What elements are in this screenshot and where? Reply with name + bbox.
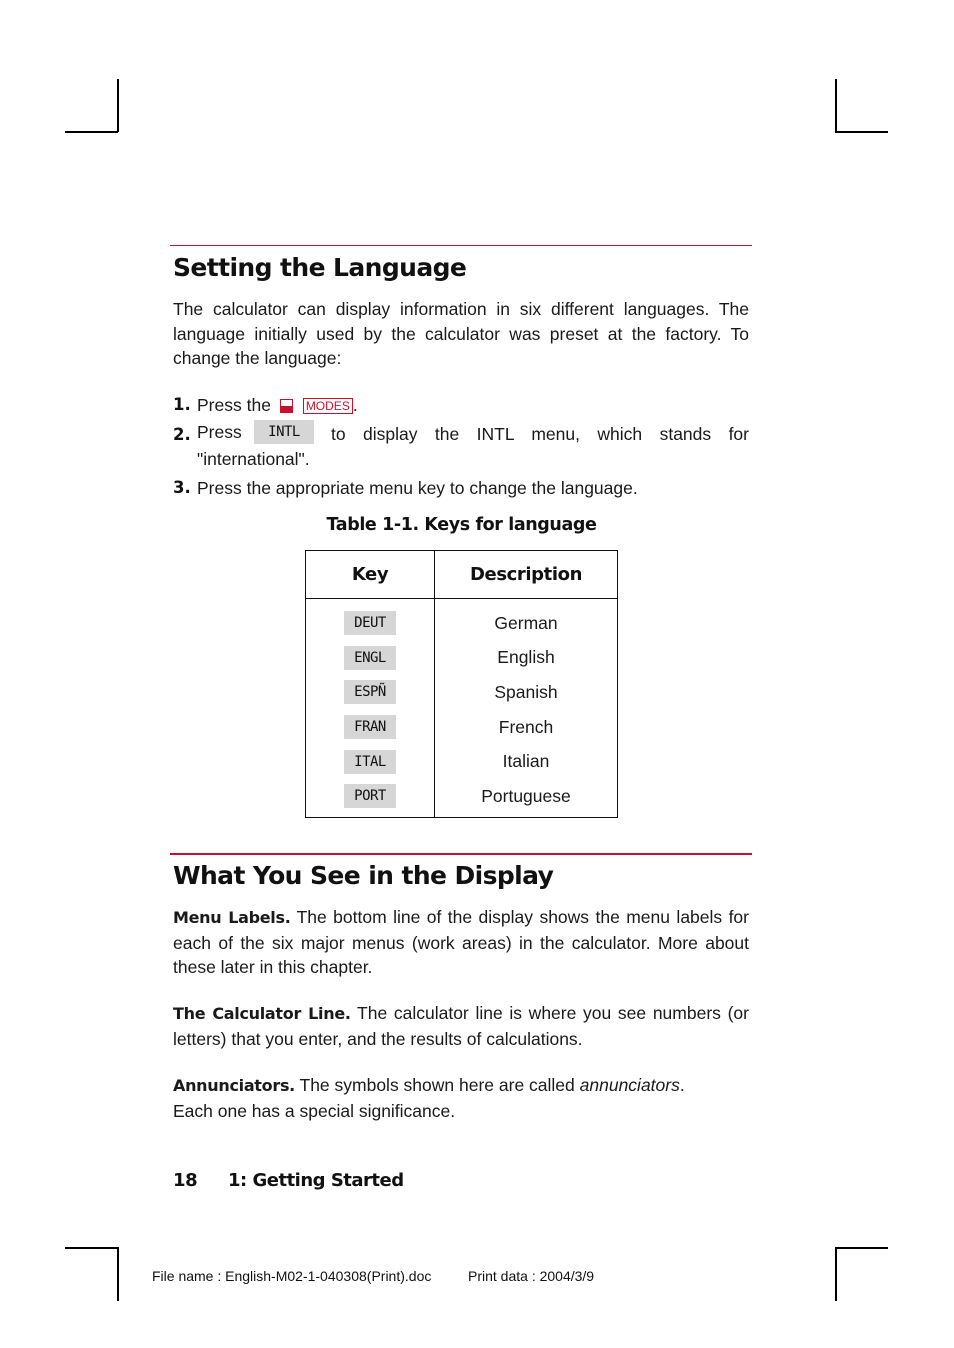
annunciators-term: annunciators [579,1075,680,1095]
section-title-display: What You See in the Display [173,861,554,890]
orange-shift-key-icon [280,399,293,413]
crop-mark-bottom-right-vertical [835,1247,837,1301]
crop-mark-bottom-left-vertical [117,1247,119,1301]
menu-labels-runin: Menu Labels. [173,908,291,927]
table-row-description: French [498,716,554,737]
deut-menu-key: DEUT [344,611,396,635]
step-number: 1. [173,395,191,414]
chapter-title: 1: Getting Started [228,1170,404,1191]
annunciators-paragraph [173,1073,749,1123]
table-row-key [306,710,434,745]
table-row-description: Portuguese [481,785,571,806]
page-number: 18 [173,1170,198,1191]
crop-mark-bottom-right-horizontal [835,1247,888,1249]
table-row-key [306,744,434,779]
table-row-description: Italian [502,751,550,772]
annunciators-text-after: . [679,1075,685,1095]
step-text [197,393,358,418]
step-number: 2. [173,425,191,444]
calculator-line-runin: The Calculator Line. [173,1004,351,1023]
language-intro-paragraph: The calculator can display information in six different languages. The language initially used by the calculator was preset at the factory. To change the language: [173,299,749,368]
step-2-text-before: Press [197,422,242,442]
step-text: Press the appropriate menu key to change the language. [197,478,638,498]
intl-menu-key: INTL [254,420,314,444]
table-row-description: English [497,647,555,668]
menu-labels-text: The bottom line of the display shows the menu labels for each of the six major menus (work areas) in the calculator. More about these later in this chapter. [173,907,749,977]
crop-mark-top-right-vertical [835,79,837,132]
step-1-text-after: . [352,395,358,415]
table-row-description: German [494,612,558,633]
section-rule-display [170,853,752,855]
step-number: 3. [173,478,191,497]
table-row-key [306,641,434,676]
print-date: Print data : 2004/3/9 [468,1268,595,1284]
table-row-description: Spanish [494,681,558,702]
calculator-line-paragraph [173,1001,749,1051]
description-column [435,599,618,818]
annunciators-runin: Annunciators. [173,1076,295,1095]
menu-labels-paragraph [173,905,749,980]
crop-mark-top-left-horizontal [65,131,118,133]
crop-mark-top-left-vertical [117,79,119,132]
section-title-language: Setting the Language [173,253,467,282]
table-row-key [306,675,434,710]
ital-menu-key: ITAL [344,750,396,774]
column-header-description: Description [435,551,618,599]
step-2-text-after: to display the INTL menu, which stands for "international". [197,424,749,469]
espn-menu-key: ESPÑ [344,680,396,704]
column-header-key: Key [306,551,435,599]
file-name: File name : English-M02-1-040308(Print).doc [152,1268,432,1284]
fran-menu-key: FRAN [344,715,396,739]
language-keys-table [305,550,618,818]
section-rule-top [170,245,752,246]
table-caption: Table 1-1. Keys for language [326,515,597,535]
annunciators-text: The symbols shown here are called [294,1075,580,1095]
port-menu-key: PORT [344,784,396,808]
crop-mark-top-right-horizontal [835,131,888,133]
crop-mark-bottom-left-horizontal [65,1247,118,1249]
engl-menu-key: ENGL [344,646,396,670]
calculator-line-text: The calculator line is where you see numbers (or letters) that you enter, and the results of calculations. [173,1003,749,1049]
step-1-text-before: Press the [197,395,271,415]
table-row-key [306,779,434,814]
modes-key-label: MODES [303,398,353,414]
annunciators-line2: Each one has a special significance. [173,1100,456,1121]
table-row-key [306,606,434,641]
key-column [306,599,435,818]
